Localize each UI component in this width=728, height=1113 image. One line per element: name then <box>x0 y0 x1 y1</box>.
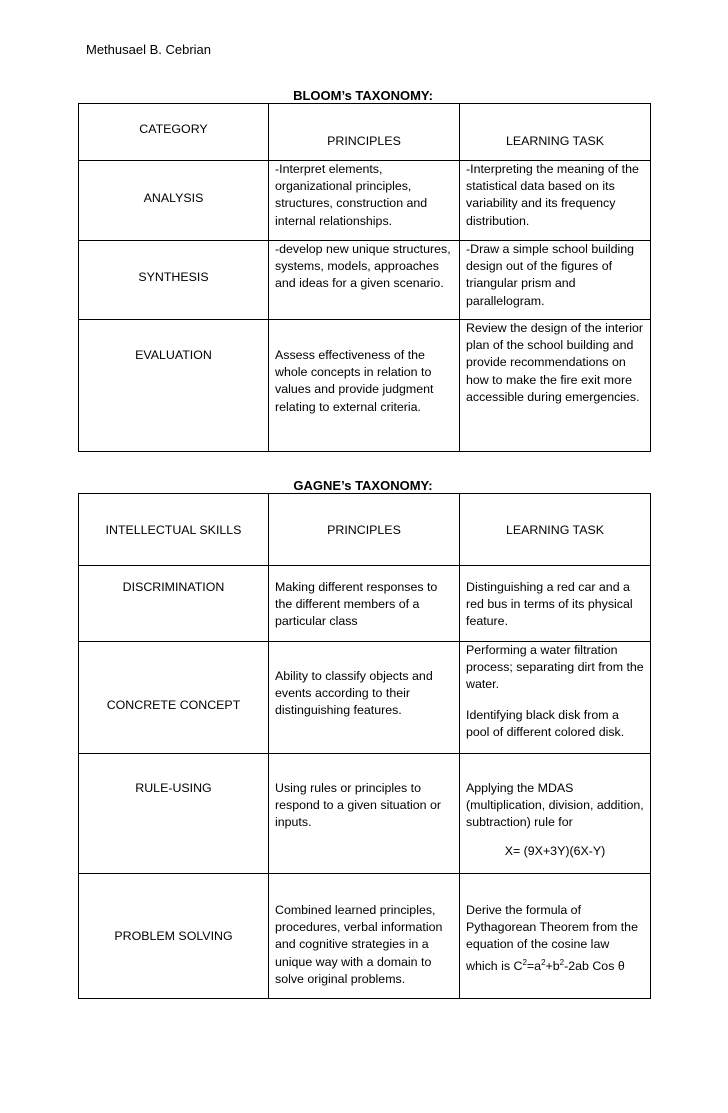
row-principles: Ability to classify objects and events according to their distinguishing features. <box>269 642 460 754</box>
row-principles: -develop new unique structures, systems, models, approaches and ideas for a given scenario. <box>269 241 460 320</box>
superscript: 2 <box>559 957 565 967</box>
row-principles: Making different responses to the different members of a particular class <box>269 566 460 642</box>
table-header-row <box>79 104 651 161</box>
table-row <box>79 161 651 241</box>
table-header-row <box>79 494 651 566</box>
table-row <box>79 241 651 320</box>
row-learning-task: -Draw a simple school building design out of the figures of triangular prism and parallelogram. <box>460 241 651 320</box>
header-learning-task: LEARNING TASK <box>460 104 651 161</box>
header-learning-task: LEARNING TASK <box>460 494 651 566</box>
task-text: =a <box>526 958 542 973</box>
row-category: SYNTHESIS <box>79 241 269 320</box>
task-text: -2ab Cos θ <box>564 958 625 973</box>
row-category: CONCRETE CONCEPT <box>79 642 269 754</box>
superscript: 2 <box>541 957 546 967</box>
task-formula: X= (9X+3Y)(6X-Y) <box>504 843 606 858</box>
row-learning-task: -Interpreting the meaning of the statistical data based on its variability and its frequency distribution. <box>460 161 651 241</box>
table-row <box>79 874 651 999</box>
task-text: +b <box>545 958 560 973</box>
task-text: Derive the formula of Pythagorean Theorem from the equation of the cosine law which is C <box>466 903 638 973</box>
row-learning-task: Distinguishing a red car and a red bus in terms of its physical feature. <box>460 566 651 642</box>
row-principles: Combined learned principles, procedures, verbal information and cognitive strategies in a unique way with a domain to solve original problems. <box>269 874 460 999</box>
row-principles: Using rules or principles to respond to a given situation or inputs. <box>269 754 460 874</box>
task-part-1: Performing a water filtration process; separating dirt from the water. <box>466 643 644 692</box>
header-intellectual-skills: INTELLECTUAL SKILLS <box>79 494 269 566</box>
row-category: EVALUATION <box>79 320 269 452</box>
row-learning-task: Review the design of the interior plan of the school building and provide recommendations on how to make the fire exit more accessible during emergencies. <box>460 320 651 452</box>
row-category: RULE-USING <box>79 754 269 874</box>
row-category: PROBLEM SOLVING <box>79 874 269 999</box>
row-principles: -Interpret elements, organizational principles, structures, construction and internal relationships. <box>269 161 460 241</box>
table-row <box>79 642 651 754</box>
bloom-table <box>78 103 651 452</box>
author-name: Methusael B. Cebrian <box>86 42 212 57</box>
table-row <box>79 320 651 452</box>
task-text: Applying the MDAS (multiplication, division, addition, subtraction) rule for <box>466 781 644 830</box>
table-row <box>79 754 651 874</box>
header-principles: PRINCIPLES <box>269 494 460 566</box>
row-learning-task <box>460 754 651 874</box>
bloom-title: BLOOM’s TAXONOMY: <box>293 88 433 103</box>
row-learning-task <box>460 642 651 754</box>
header-principles: PRINCIPLES <box>269 104 460 161</box>
table-row <box>79 566 651 642</box>
row-category: ANALYSIS <box>79 161 269 241</box>
gagne-title: GAGNE’s TAXONOMY: <box>293 478 433 493</box>
row-principles: Assess effectiveness of the whole concepts in relation to values and provide judgment relating to external criteria. <box>269 320 460 452</box>
task-part-2: Identifying black disk from a pool of different colored disk. <box>466 707 625 739</box>
header-category: CATEGORY <box>79 104 269 161</box>
row-learning-task <box>460 874 651 999</box>
gagne-table <box>78 493 651 999</box>
row-category: DISCRIMINATION <box>79 566 269 642</box>
superscript: 2 <box>522 957 527 967</box>
